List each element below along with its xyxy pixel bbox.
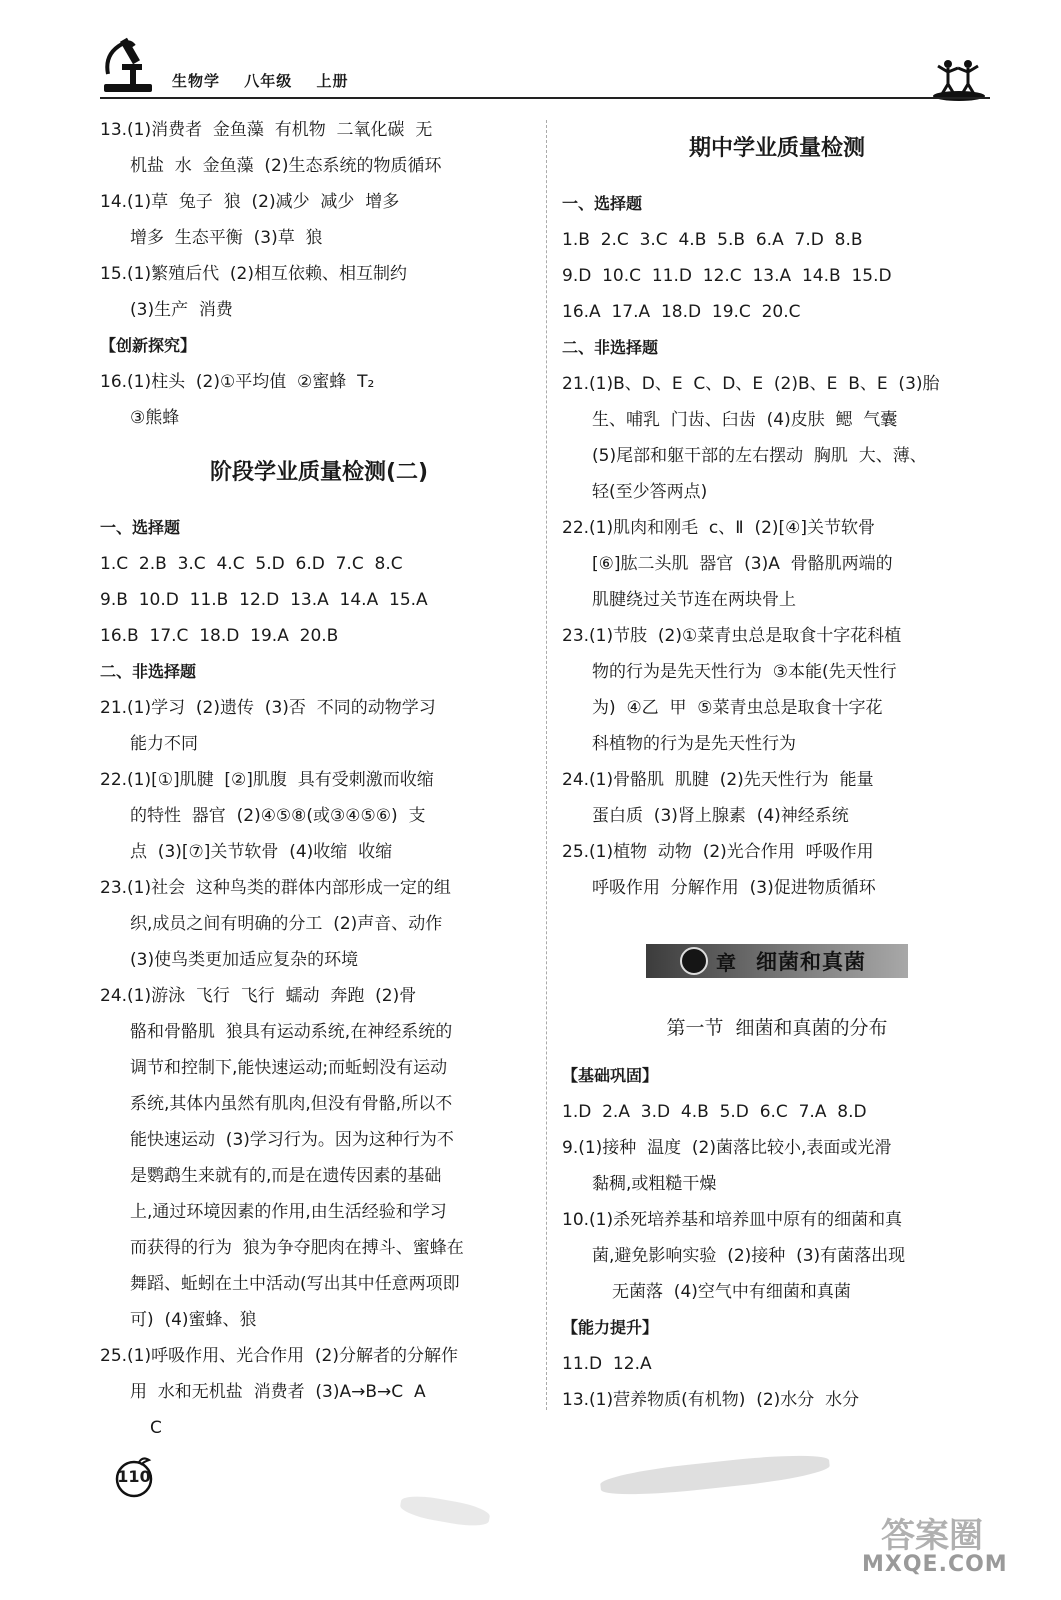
answer-line: 为) ④乙 甲 ⑤菜青虫总是取食十字花: [592, 698, 883, 718]
answer-line: 21.(1)B、D、E C、D、E (2)B、E B、E (3)胎: [562, 374, 940, 394]
scan-smudge: [599, 1450, 830, 1500]
answer-line: 24.(1)骨骼肌 肌腱 (2)先天性行为 能量: [562, 770, 874, 790]
answer-line: 黏稠,或粗糙干燥: [592, 1174, 717, 1194]
answer-line: 13.(1)营养物质(有机物) (2)水分 水分: [562, 1390, 860, 1410]
answer-line: 物的行为是先天性行为 ③本能(先天性行: [592, 662, 897, 682]
bracket-heading: 【创新探究】: [100, 336, 197, 355]
answer-line: 21.(1)学习 (2)遗传 (3)否 不同的动物学习: [100, 698, 436, 718]
answer-line: 生、哺乳 门齿、臼齿 (4)皮肤 鳃 气囊: [592, 410, 898, 430]
section-heading: 一、选择题: [562, 194, 643, 213]
header-subject: 生物学: [172, 72, 221, 90]
answer-line: 1.C 2.B 3.C 4.C 5.D 6.D 7.C 8.C: [100, 554, 403, 574]
answer-line: 调节和控制下,能快速运动;而蚯蚓没有运动: [130, 1058, 448, 1078]
page-number-text: 110: [117, 1467, 151, 1486]
answer-line: (5)尾部和躯干部的左右摆动 胸肌 大、薄、: [592, 446, 927, 466]
answer-line: 16.A 17.A 18.D 19.C 20.C: [562, 302, 801, 322]
section-title: 阶段学业质量检测(二): [209, 460, 429, 485]
page-header: [0, 0, 1061, 108]
chapter-name: 细菌和真菌: [756, 950, 866, 974]
answer-line: 而获得的行为 狼为争夺肥肉在搏斗、蜜蜂在: [130, 1238, 464, 1258]
answer-line: C: [150, 1418, 162, 1438]
chapter-number-circle: [680, 947, 708, 975]
bracket-heading: 【能力提升】: [562, 1318, 659, 1337]
answer-line: 点 (3)[⑦]关节软骨 (4)收缩 收缩: [130, 842, 393, 862]
answer-line: 织,成员之间有明确的分工 (2)声音、动作: [130, 914, 443, 934]
answer-line: 用 水和无机盐 消费者 (3)A→B→C A: [130, 1382, 426, 1402]
answer-line: 9.B 10.D 11.B 12.D 13.A 14.A 15.A: [100, 590, 428, 610]
answer-line: 舞蹈、蚯蚓在土中活动(写出其中任意两项即: [130, 1274, 460, 1294]
answer-line: 能力不同: [130, 734, 198, 754]
answer-line: 增多 生态平衡 (3)草 狼: [130, 228, 323, 248]
answer-line: 13.(1)消费者 金鱼藻 有机物 二氧化碳 无: [100, 120, 433, 140]
page-number: [113, 1456, 155, 1498]
answer-line: 25.(1)植物 动物 (2)光合作用 呼吸作用: [562, 842, 874, 862]
answer-line: 蛋白质 (3)肾上腺素 (4)神经系统: [592, 806, 849, 826]
answer-line: ③熊蜂: [130, 408, 180, 428]
answer-line: 菌,避免影响实验 (2)接种 (3)有菌落出现: [592, 1246, 906, 1266]
left-column: [100, 112, 538, 1446]
section-heading: 二、非选择题: [562, 338, 659, 357]
answer-line: 系统,其体内虽然有肌肉,但没有骨骼,所以不: [130, 1094, 453, 1114]
watermark-cn: 答案圈: [881, 1516, 983, 1556]
header-grade: 八年级: [244, 72, 293, 90]
answer-line: (3)使鸟类更加适应复杂的环境: [130, 950, 359, 970]
answer-line: 9.(1)接种 温度 (2)菌落比较小,表面或光滑: [562, 1138, 892, 1158]
subsection-title: 第一节 细菌和真菌的分布: [666, 1017, 888, 1039]
answer-line: 可) (4)蜜蜂、狼: [130, 1310, 257, 1330]
answer-line: 23.(1)节肢 (2)①菜青虫总是取食十字花科植: [562, 626, 902, 646]
answer-line: (3)生产 消费: [130, 300, 233, 320]
answer-line: 轻(至少答两点): [592, 482, 708, 502]
answer-line: 22.(1)[①]肌腱 [②]肌腹 具有受刺激而收缩: [100, 770, 434, 790]
watermark: [862, 1508, 1008, 1588]
chapter-label: 章: [716, 950, 736, 975]
microscope-logo-icon: [100, 34, 156, 96]
column-divider: [546, 120, 547, 1410]
scan-smudge: [399, 1492, 491, 1529]
answer-line: 23.(1)社会 这种鸟类的群体内部形成一定的组: [100, 878, 451, 898]
section-heading: 二、非选择题: [100, 662, 197, 681]
right-column: [562, 112, 992, 1418]
answer-line: 肌腱绕过关节连在两块骨上: [592, 590, 796, 610]
answer-line: 10.(1)杀死培养基和培养皿中原有的细菌和真: [562, 1210, 903, 1230]
bacteria-section: [562, 998, 992, 1418]
answer-line: 14.(1)草 兔子 狼 (2)减少 减少 增多: [100, 192, 400, 212]
header-title: [172, 70, 367, 91]
chapter-bar: [646, 944, 908, 978]
dancing-figures-icon: [930, 56, 988, 102]
answer-line: 15.(1)繁殖后代 (2)相互依赖、相互制约: [100, 264, 408, 284]
chapter-banner: [562, 924, 992, 998]
answer-line: 上,通过环境因素的作用,由生活经验和学习: [130, 1202, 447, 1222]
answer-line: 科植物的行为是先天性行为: [592, 734, 796, 754]
answer-line: 9.D 10.C 11.D 12.C 13.A 14.B 15.D: [562, 266, 892, 286]
answer-line: 25.(1)呼吸作用、光合作用 (2)分解者的分解作: [100, 1346, 459, 1366]
answer-line: 呼吸作用 分解作用 (3)促进物质循环: [592, 878, 876, 898]
answer-line: 机盐 水 金鱼藻 (2)生态系统的物质循环: [130, 156, 442, 176]
answer-line: 1.D 2.A 3.D 4.B 5.D 6.C 7.A 8.D: [562, 1102, 867, 1122]
answer-line: 1.B 2.C 3.C 4.B 5.B 6.A 7.D 8.B: [562, 230, 863, 250]
answer-line: 的特性 器官 (2)④⑤⑧(或③④⑤⑥) 支: [130, 806, 426, 826]
section-title: 期中学业质量检测: [688, 136, 865, 161]
answer-line: 22.(1)肌肉和刚毛 c、Ⅱ (2)[④]关节软骨: [562, 518, 876, 538]
midterm-section: [562, 112, 992, 906]
answer-line: 是鹦鹉生来就有的,而是在遗传因素的基础: [130, 1166, 442, 1186]
header-volume: 上册: [316, 72, 349, 90]
answer-line: 16.(1)柱头 (2)①平均值 ②蜜蜂 T₂: [100, 372, 375, 392]
bracket-heading: 【基础巩固】: [562, 1066, 659, 1085]
answer-line: [⑥]肱二头肌 器官 (3)A 骨骼肌两端的: [592, 554, 893, 574]
answer-line: 骼和骨骼肌 狼具有运动系统,在神经系统的: [130, 1022, 453, 1042]
watermark-url: MXQE.COM: [862, 1552, 1008, 1577]
header-rule: [100, 97, 990, 99]
answer-line: 无菌落 (4)空气中有细菌和真菌: [612, 1282, 851, 1302]
answer-line: 11.D 12.A: [562, 1354, 652, 1374]
answer-line: 24.(1)游泳 飞行 飞行 蠕动 奔跑 (2)骨: [100, 986, 417, 1006]
section-heading: 一、选择题: [100, 518, 181, 537]
answer-line: 16.B 17.C 18.D 19.A 20.B: [100, 626, 339, 646]
answer-line: 能快速运动 (3)学习行为。因为这种行为不: [130, 1130, 454, 1150]
